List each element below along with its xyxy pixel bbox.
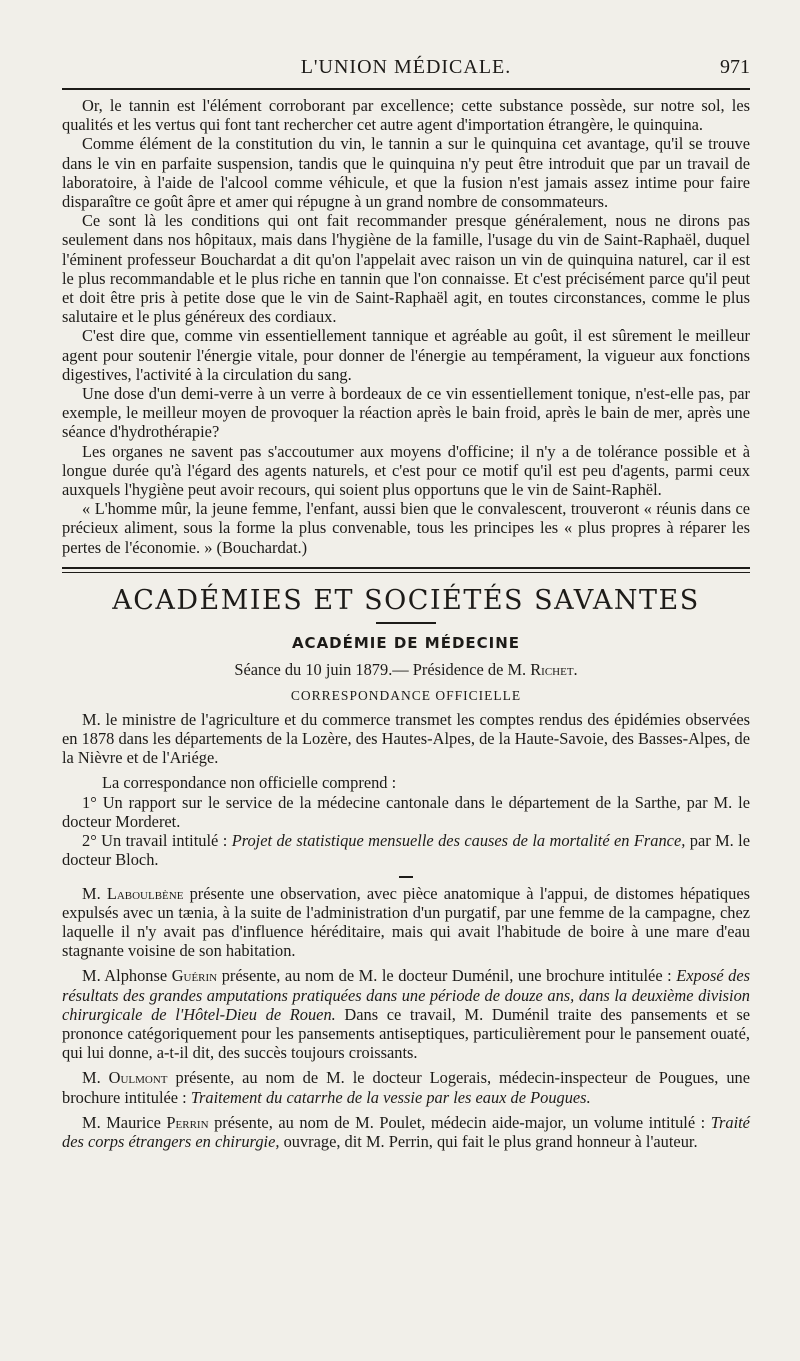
item2-title: Projet de statistique mensuelle des causes de la mortalité en France, <box>231 831 686 851</box>
perrin-text-2: ouvrage, dit M. Perrin, qui fait le plus grand honneur à l'auteur. <box>283 1131 698 1151</box>
entry-divider <box>399 876 413 878</box>
m-label: M. <box>82 883 101 903</box>
official-correspondence-heading: CORRESPONDANCE OFFICIELLE <box>290 687 522 703</box>
section-title: ACADÉMIES ET SOCIÉTÉS SAVANTES <box>112 584 700 616</box>
paragraph-tannic-wine: C'est dire que, comme vin essentiellement tannique et agréable au goût, il est sûrement le meilleur agent pour soutenir l'énergie vitale, pour donner de l'énergie au tempérament, la vigueur aux fonctions digestives, l'activité à la circulation du sang. <box>62 326 750 384</box>
running-head <box>62 50 750 82</box>
session-president: Richet. <box>530 659 578 679</box>
correspondence-item-2 <box>62 831 750 869</box>
page-number: 971 <box>720 56 750 78</box>
entry-guerin <box>62 966 750 1062</box>
m-label: M. <box>82 1068 101 1088</box>
guerin-text-2: Dans ce travail, M. Duménil traite des pansements et se prononce catégoriquement pour les pansements antiseptiques, particulièrement pour le pansement ouaté, qui lui donne, a-t-il dit, des succès toujours croissants. <box>62 1004 750 1063</box>
oulmont-title: Traitement du catarrhe de la vessie par les eaux de Pougues. <box>190 1087 591 1107</box>
paragraph-constitution: Comme élément de la constitution du vin, le tannin a sur le quinquina cet avantage, qu'il se trouve dans le vin en parfaite suspension, tandis que le quinquina n'y peut être introduit que par un travail de laboratoire, à l'aide de l'alcool comme véhicule, et que la fusion n'est jamais assez intime pour faire disparaître ce goût âpre et amer qui répugne à un grand nombre de consommateurs. <box>62 134 750 212</box>
entry-oulmont <box>62 1068 750 1106</box>
paragraph-organs: Les organes ne savent pas s'accoutumer aux moyens d'officine; il n'y a de tolérance possible et à longue durée qu'à l'égard des agents naturels, et c'est pour ce motif qu'il est peu d'agents, parmi ceux auxquels l'hygiène peut avoir recours, qui soient plus opportuns que le vin de Saint-Raphël. <box>62 441 750 500</box>
paragraph-tannin: Or, le tannin est l'élément corroborant par excellence; cette substance possède, sur notre sol, les qualités et les vertus qui font tant rechercher cet autre agent d'importation étrangère, le quinquina. <box>62 96 750 135</box>
official-correspondence-text: M. le ministre de l'agriculture et du commerce transmet les comptes rendus des épidémies observées en 1878 dans les départements de la Lozère, des Hautes-Alpes, de la Haute-Savoie, des Basses-Alpes, de la Nièvre et de l'Ariége. <box>62 709 750 768</box>
session-date: Séance du 10 juin 1879.— Présidence de M. <box>234 659 527 679</box>
item2-suffix: par M. le docteur Bloch. <box>62 831 750 870</box>
bouchardat-quote: « L'homme mûr, la jeune femme, l'enfant, aussi bien que le convalescent, trouveront « réunis dans ce précieux aliment, sous la forme la plus convenable, tous les principes les « plus propres à réparer les pertes de l'économie. » (Bouchardat.) <box>62 499 750 557</box>
entry-laboulbene <box>62 884 750 961</box>
oulmont-text: présente, au nom de M. le docteur Logerais, médecin-inspecteur de Pougues, une brochure intitulée : <box>62 1068 750 1107</box>
running-title: L'UNION MÉDICALE. <box>300 56 512 78</box>
nonofficial-intro: La correspondance non officielle comprend : <box>102 773 397 793</box>
guerin-text-1: présente, au nom de M. le docteur Duménil, une brochure intitulée : <box>221 966 672 986</box>
correspondence-item-1: 1° Un rapport sur le service de la médecine cantonale dans le département de la Sarthe, par M. le docteur Morderet. <box>62 792 750 831</box>
section-divider <box>62 567 750 573</box>
author-perrin: Perrin <box>166 1112 209 1132</box>
perrin-prefix: M. Maurice <box>82 1112 161 1132</box>
item2-prefix: 2° Un travail intitulé : <box>82 831 228 851</box>
author-laboulbene: Laboulbène <box>106 883 184 903</box>
perrin-title: Traité des corps étrangers en chirurgie, <box>62 1112 750 1151</box>
perrin-text-1: présente, au nom de M. Poulet, médecin aide-major, un volume intitulé : <box>214 1112 706 1132</box>
author-guerin: Guérin <box>171 966 218 986</box>
laboulbene-text: présente une observation, avec pièce anatomique à l'appui, de distomes hépatiques expulsés avec un tænia, à la suite de l'administration d'un purgatif, par une femme de la campagne, chez laquelle il n'y avait pas d'influence héréditaire, mais qui avait l'habitude de boire à une mare d'eau stagnante voisine de son habitation. <box>62 883 750 961</box>
guerin-title: Exposé des résultats des grandes amputations pratiquées dans une période de douze ans, dans la deuxième division chirurgicale de l'Hôtel-Dieu de Rouen. <box>62 966 750 1024</box>
session-line <box>62 660 750 680</box>
article-continuation <box>62 96 750 557</box>
paragraph-dose: Une dose d'un demi-verre à un verre à bordeaux de ce vin essentiellement tonique, n'est-elle pas, par exemple, le meilleur moyen de provoquer la réaction après le bain froid, après le bain de mer, après une séance d'hydrothérapie? <box>62 384 750 442</box>
paragraph-conditions: Ce sont là les conditions qui ont fait recommander presque généralement, nous ne dirons pas seulement dans nos hôpitaux, mais dans l'hygiène de la famille, l'usage du vin de Saint-Raphaël, duquel l'éminent professeur Bouchardat a dit qu'on l'appelait avec raison un vin de quinquina naturel, car il est le plus recommandable et le plus riche en tannin que l'on connaisse. Et c'est précisément parce qu'il peut et doit être pris à petite dose que le vin de Saint-Raphaël agit, en toutes circonstances, comme le plus salutaire et le plus généreux des cordiaux. <box>62 211 750 327</box>
academy-title: ACADÉMIE DE MÉDECINE <box>291 633 521 652</box>
author-oulmont: Oulmont <box>108 1068 168 1088</box>
header-rule <box>62 88 750 90</box>
guerin-prefix: M. Alphonse <box>82 966 168 986</box>
title-rule <box>376 622 436 624</box>
entry-perrin <box>62 1113 750 1151</box>
